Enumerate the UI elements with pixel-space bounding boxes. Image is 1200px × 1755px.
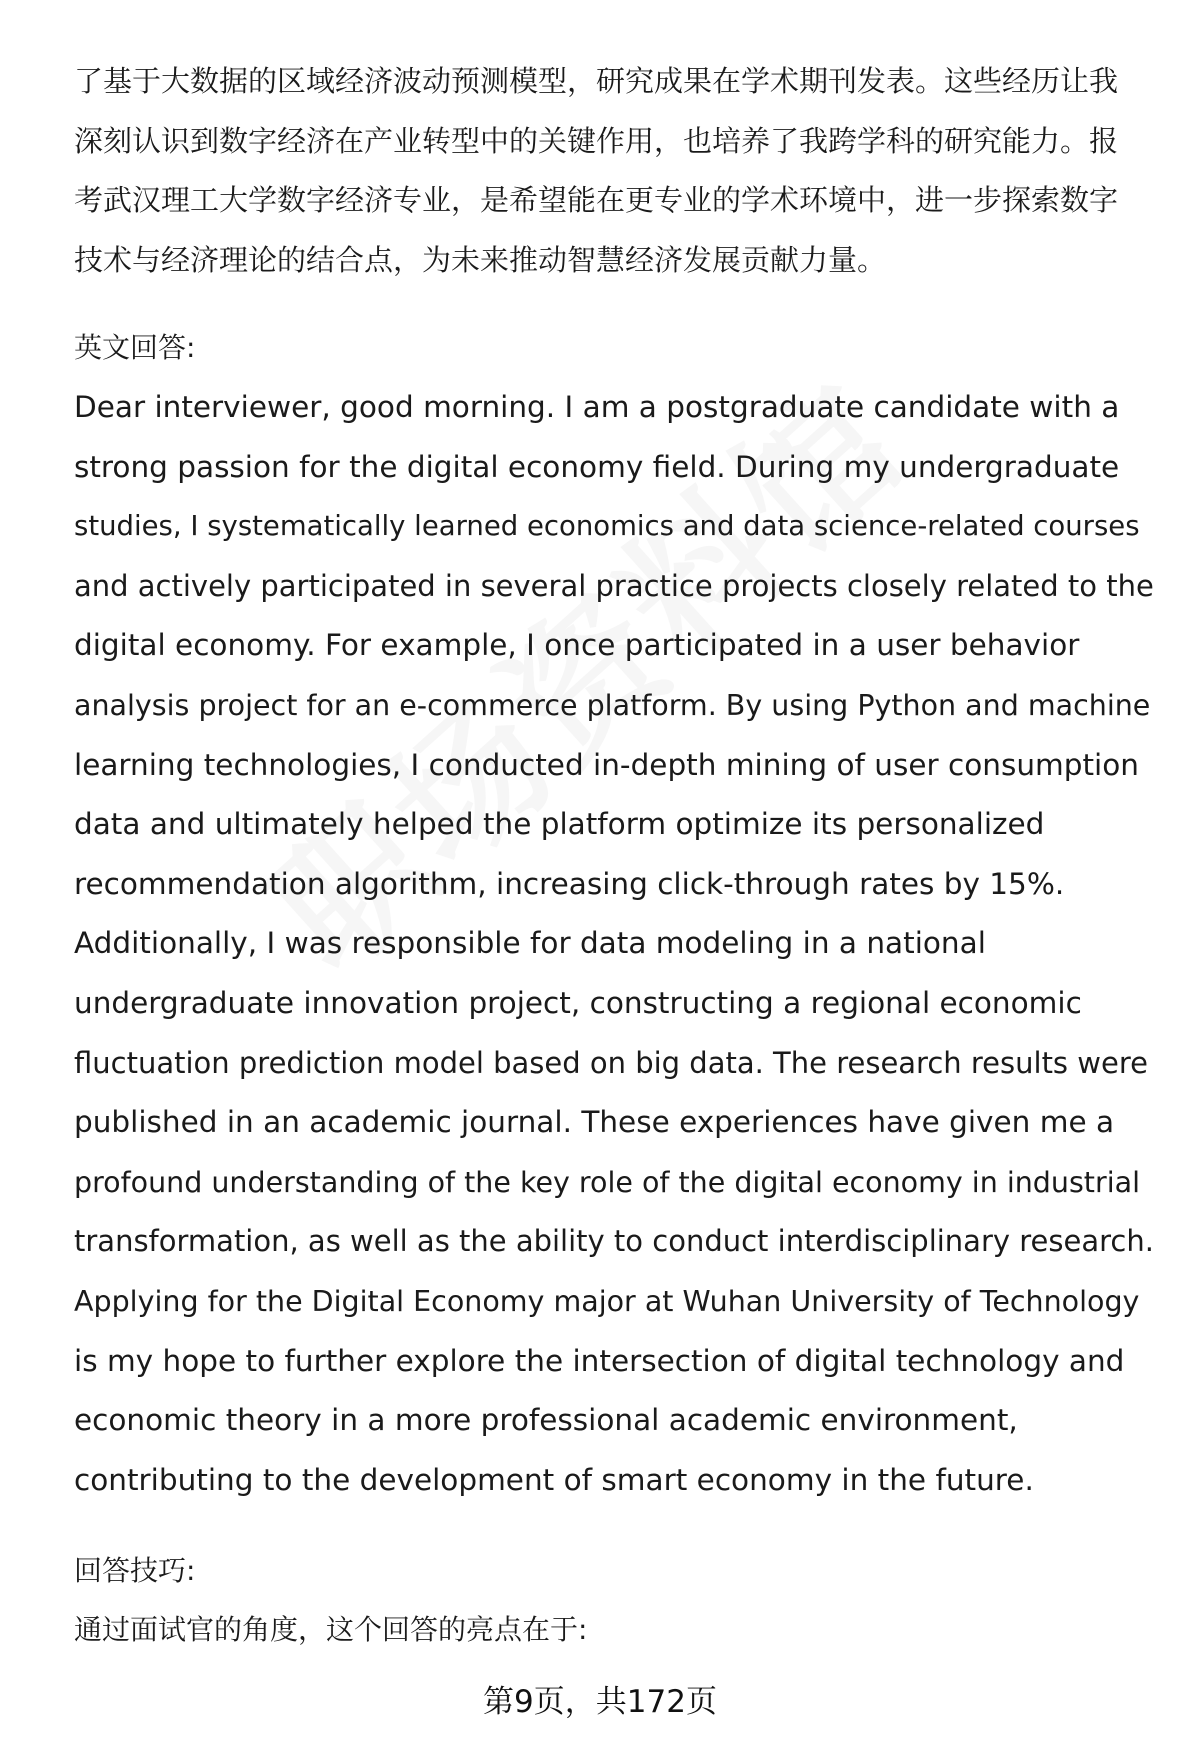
text-line: transformation, as well as the ability to conduct interdisciplinary research. bbox=[74, 1224, 1154, 1259]
answer-tips-label: 回答技巧: bbox=[74, 1554, 196, 1587]
text-line: 技术与经济理论的结合点，为未来推动智慧经济发展贡献力量。 bbox=[74, 242, 887, 277]
text-line: Dear interviewer, good morning. I am a postgraduate candidate with a bbox=[74, 390, 1120, 424]
text-line: 深刻认识到数字经济在产业转型中的关键作用，也培养了我跨学科的研究能力。报 bbox=[74, 123, 1119, 158]
text-line: learning technologies, I conducted in-depth mining of user consumption bbox=[74, 747, 1139, 782]
text-line: undergraduate innovation project, constructing a regional economic bbox=[74, 985, 1082, 1020]
text-line: is my hope to further explore the intersection of digital technology and bbox=[74, 1343, 1125, 1378]
text-line: Applying for the Digital Economy major at Wuhan University of Technology bbox=[74, 1284, 1140, 1318]
text-line: recommendation algorithm, increasing click-through rates by 15%. bbox=[74, 866, 1065, 901]
text-line: Additionally, I was responsible for data modeling in a national bbox=[74, 926, 986, 961]
text-line: 了基于大数据的区域经济波动预测模型，研究成果在学术期刊发表。这些经历让我 bbox=[74, 64, 1119, 98]
text-line: fluctuation prediction model based on big data. The research results were bbox=[74, 1045, 1148, 1080]
english-answer-paragraph bbox=[74, 378, 1154, 1510]
page-number-footer: 第9页，共172页 bbox=[483, 1684, 717, 1720]
text-line: digital economy. For example, I once participated in a user behavior bbox=[74, 628, 1080, 663]
text-line: profound understanding of the key role of the digital economy in industrial bbox=[74, 1165, 1140, 1199]
chinese-answer-paragraph bbox=[74, 52, 1154, 290]
english-answer-label: 英文回答: bbox=[74, 331, 196, 364]
text-line: analysis project for an e-commerce platform. By using Python and machine bbox=[74, 688, 1151, 722]
text-line: published in an academic journal. These experiences have given me a bbox=[74, 1105, 1115, 1140]
text-line: economic theory in a more professional academic environment, bbox=[74, 1403, 1018, 1438]
answer-tips-intro: 通过面试官的角度，这个回答的亮点在于: bbox=[74, 1613, 588, 1646]
text-line: contributing to the development of smart economy in the future. bbox=[74, 1462, 1034, 1497]
text-line: and actively participated in several practice projects closely related to the bbox=[74, 568, 1154, 603]
text-line: data and ultimately helped the platform optimize its personalized bbox=[74, 807, 1045, 842]
text-line: studies, I systematically learned economics and data science-related courses bbox=[74, 510, 1140, 543]
text-line: 考武汉理工大学数字经济专业，是希望能在更专业的学术环境中，进一步探索数字 bbox=[74, 183, 1119, 217]
text-line: strong passion for the digital economy field. During my undergraduate bbox=[74, 449, 1120, 484]
